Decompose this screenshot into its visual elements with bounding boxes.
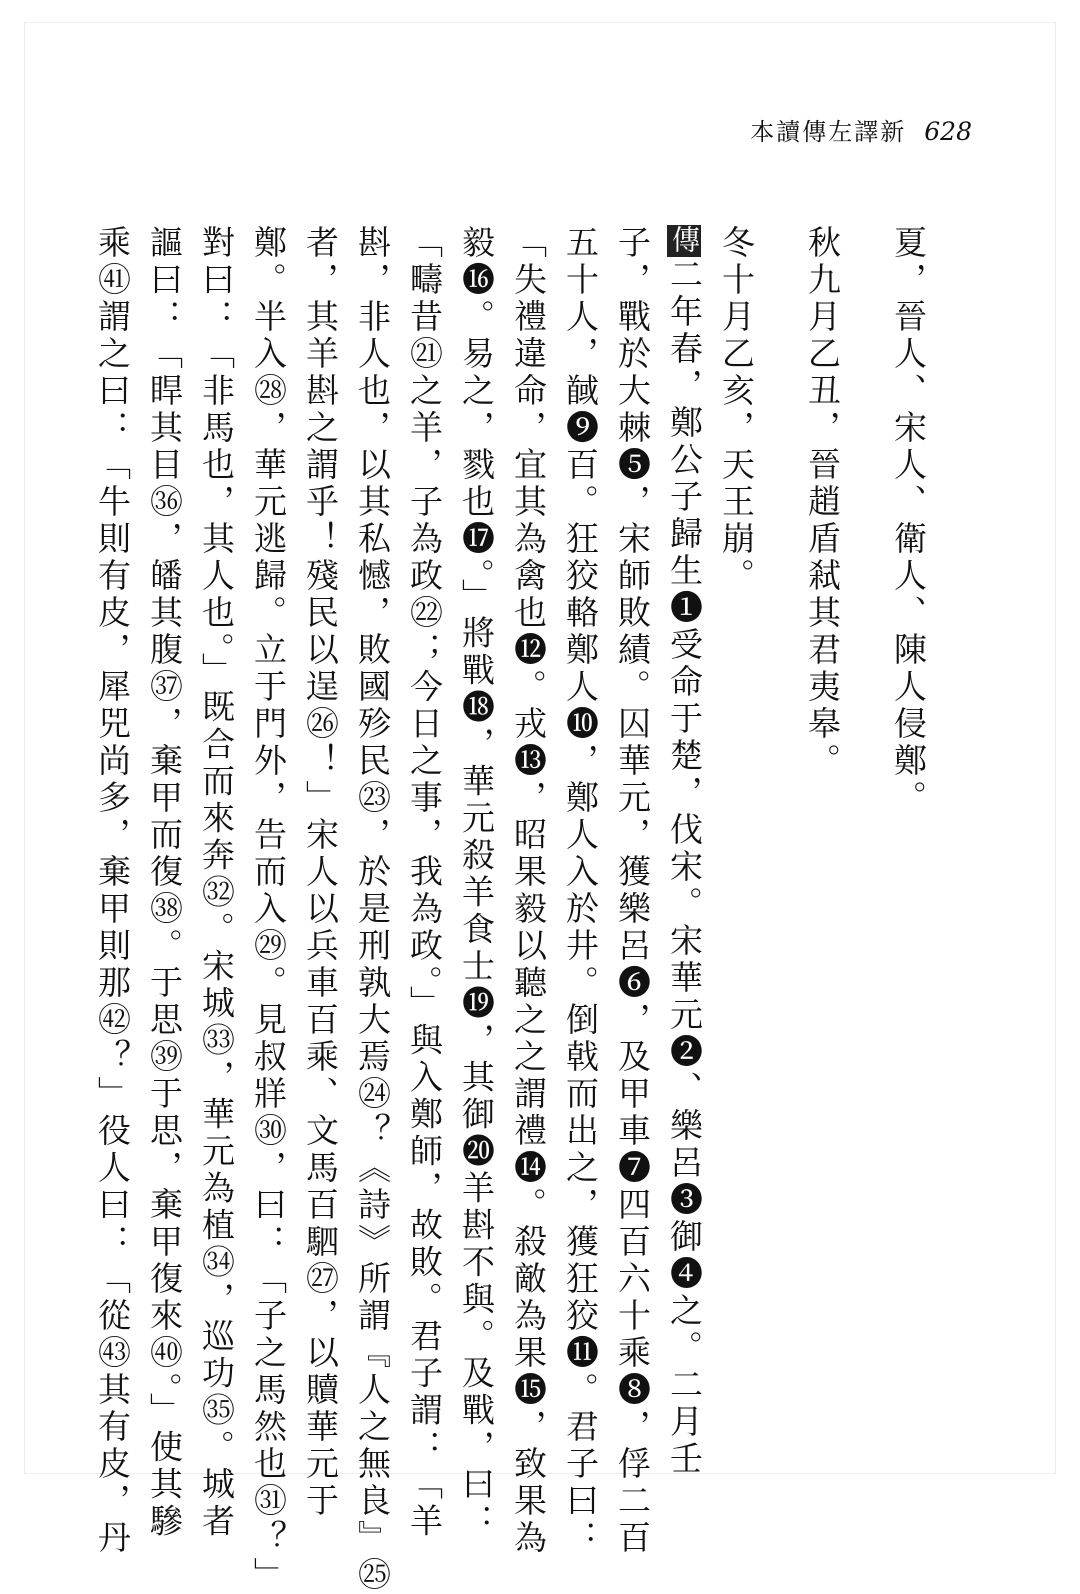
text-column: 毅⓰。易之，戮也⓱。」將戰⓲，華元殺羊食士⓳，其御⓴羊斟不與。及戰，曰： <box>457 225 496 1541</box>
text-column: 冬十月乙亥，天王崩。 <box>717 225 756 595</box>
text-column: 五十人，馘❾百。狂狡輅鄭人❿，鄭人入於井。倒戟而出之，獲狂狡⓫。君子曰： <box>561 225 600 1557</box>
text-column-zhuan <box>658 225 710 1478</box>
text-column: 斟，非人也，以其私憾，敗國殄民㉓，於是刑孰大焉㉔？《詩》所謂『人之無良』㉕ <box>353 225 392 1594</box>
zhuan-label: 傳 <box>668 225 701 257</box>
text-column: 子，戰於大棘❺，宋師敗績。囚華元，獲樂呂❻，及甲車❼四百六十乘❽，俘二百 <box>613 225 652 1557</box>
vertical-text-body <box>93 225 968 1594</box>
text-column: 夏，晉人、宋人、衛人、陳人侵鄭。 <box>889 225 928 817</box>
text-column: 乘㊶謂之曰：「牛則有皮，犀兕尚多，棄甲則那㊷？」役人曰：「從㊸其有皮，丹 <box>93 225 132 1557</box>
text-column: 鄭。半入㉘，華元逃歸。立于門外，告而入㉙。見叔牂㉚，曰：「子之馬然也㉛？」 <box>249 225 288 1594</box>
book-title: 本讀傳左譯新 <box>750 118 907 146</box>
text-column: 對曰：「非馬也，其人也。」既合而來奔㉜。宋城㉝，華元為植㉞，巡功㉟。城者 <box>197 225 236 1541</box>
text-column: 秋九月乙丑，晉趙盾弒其君夷皋。 <box>803 225 842 780</box>
text-column: 謳曰：「睅其目㊱，皤其腹㊲，棄甲而復㊳。于思㊴于思，棄甲復來㊵。」使其驂 <box>145 225 184 1541</box>
text-column: 「失禮違命，宜其為禽也⓬。戎⓭，昭果毅以聽之之謂禮⓮。殺敵為果⓯，致果為 <box>509 225 548 1557</box>
page-header <box>750 112 972 147</box>
text-column: 二年春，鄭公子歸生❶受命于楚，伐宋。宋華元❷、樂呂❸御❹之。二月壬 <box>665 257 704 1478</box>
text-column: 「疇昔㉑之羊，子為政㉒；今日之事，我為政。」與入鄭師，故敗。君子謂：「羊 <box>405 225 444 1541</box>
page-number: 628 <box>924 117 972 146</box>
text-column: 者，其羊斟之謂乎！殘民以逞㉖！」宋人以兵車百乘、文馬百駟㉗，以贖華元于 <box>301 225 340 1520</box>
